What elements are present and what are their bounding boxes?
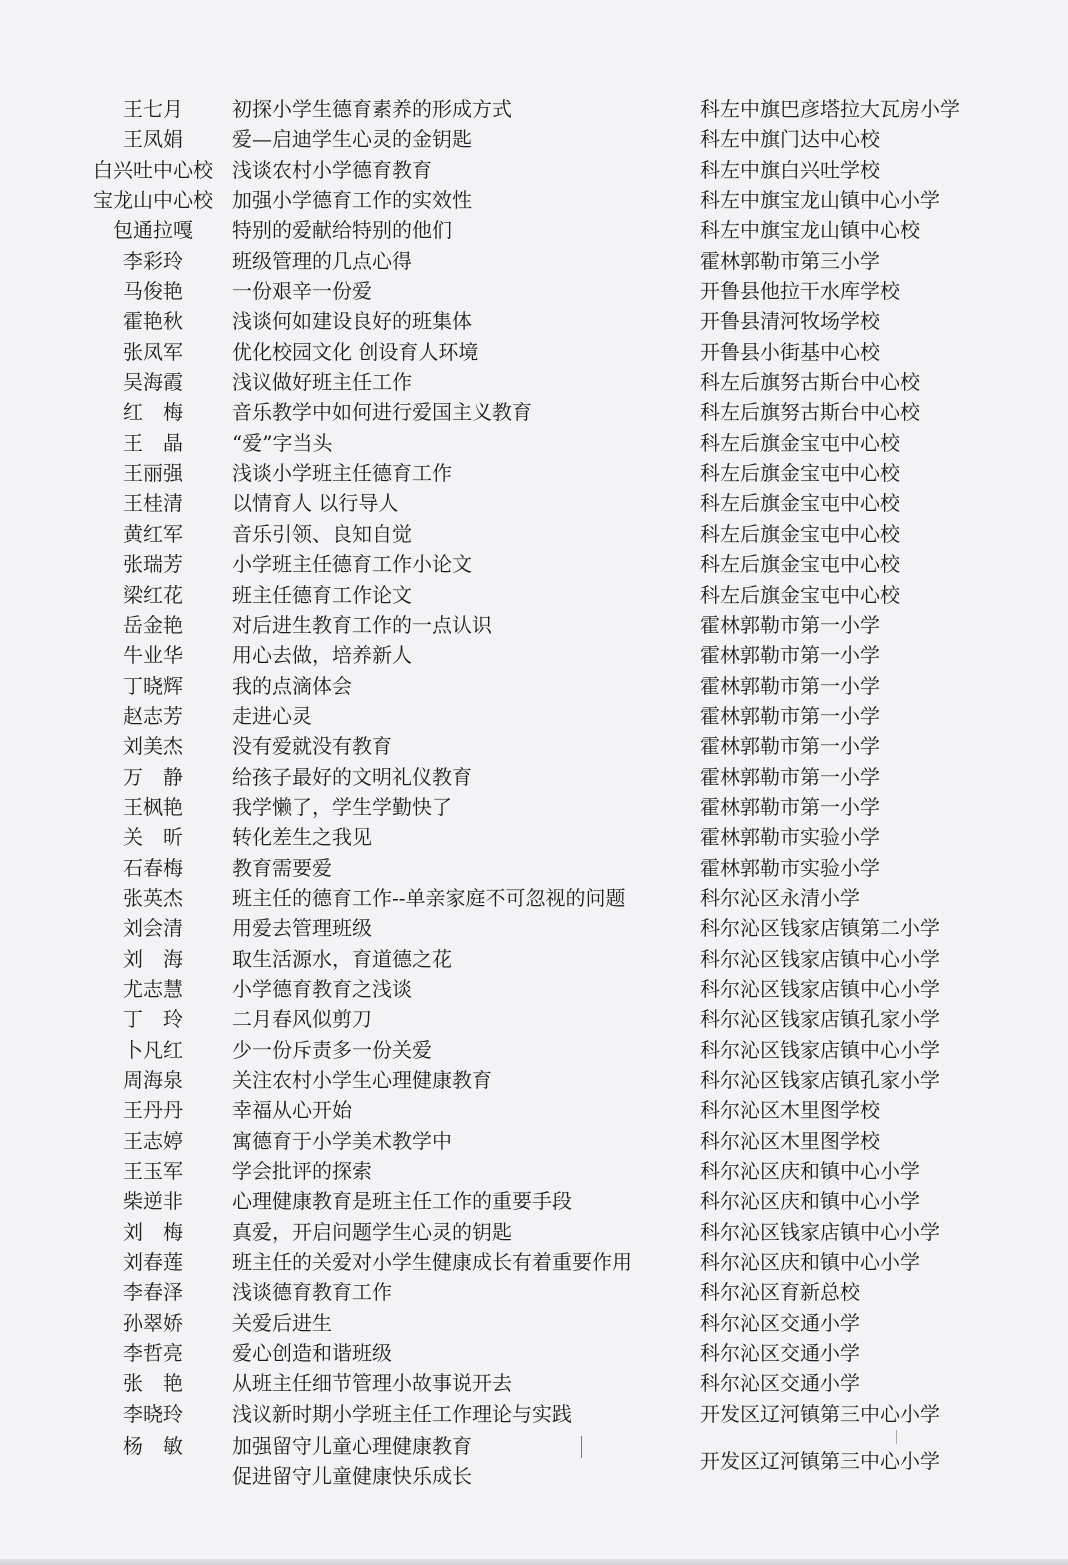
school-name: 科左中旗宝龙山镇中心校 — [700, 218, 920, 243]
school-name: 科左中旗白兴吐学校 — [700, 157, 880, 182]
paper-title: 初探小学生德育素养的形成方式 — [232, 97, 512, 121]
teacher-name: 刘会清 — [123, 916, 183, 941]
list-item — [0, 428, 1068, 458]
teacher-name: 王桂清 — [123, 491, 183, 516]
list-item — [0, 124, 1068, 154]
paper-title: 爱心创造和谐班级 — [232, 1341, 392, 1366]
school-name: 科尔沁区交通小学 — [700, 1310, 860, 1335]
list-item — [0, 1247, 1068, 1277]
school-name: 科尔沁区庆和镇中心小学 — [700, 1250, 920, 1275]
list-item — [0, 853, 1068, 883]
list-item — [0, 1004, 1068, 1034]
teacher-name: 红 梅 — [123, 400, 183, 425]
school-name: 科尔沁区永清小学 — [700, 885, 860, 910]
list-item — [0, 883, 1068, 913]
list-item — [0, 1431, 1068, 1495]
paper-title-line-2: 促进留守儿童健康快乐成长 — [232, 1464, 472, 1488]
teacher-name: 包通拉嘎 — [113, 218, 193, 243]
paper-title: 音乐教学中如何进行爱国主义教育 — [232, 400, 532, 425]
teacher-name: 尤志慧 — [123, 976, 183, 1001]
teacher-name: 张瑞芳 — [123, 552, 183, 577]
scan-mark — [581, 1436, 582, 1458]
school-name: 开发区辽河镇第三中心小学 — [700, 1449, 940, 1473]
school-name: 科尔沁区木里图学校 — [700, 1128, 880, 1153]
teacher-name: 马俊艳 — [123, 279, 183, 304]
school-name: 科左后旗努古斯台中心校 — [700, 400, 920, 425]
list-item — [0, 792, 1068, 822]
paper-title: 给孩子最好的文明礼仪教育 — [232, 764, 472, 789]
school-name: 霍林郭勒市实验小学 — [700, 855, 880, 880]
list-item — [0, 580, 1068, 610]
school-name: 霍林郭勒市第一小学 — [700, 643, 880, 668]
paper-title: 取生活源水，育道德之花 — [232, 946, 452, 971]
paper-title: 班级管理的几点心得 — [232, 248, 412, 273]
list-item — [0, 944, 1068, 974]
teacher-name: 黄红军 — [123, 521, 183, 546]
list-item — [0, 1186, 1068, 1216]
list-item — [0, 215, 1068, 245]
list-item — [0, 731, 1068, 761]
paper-title: 音乐引领、良知自觉 — [232, 521, 412, 546]
list-item — [0, 1338, 1068, 1368]
paper-title: 浅谈农村小学德育教育 — [232, 157, 432, 182]
school-name: 科尔沁区钱家店镇中心小学 — [700, 1037, 940, 1062]
teacher-name: 周海泉 — [123, 1068, 183, 1092]
school-name: 科左后旗金宝屯中心校 — [700, 461, 900, 486]
paper-title: 教育需要爱 — [232, 855, 332, 880]
list-item — [0, 822, 1068, 852]
list-item — [0, 549, 1068, 579]
school-name: 霍林郭勒市第一小学 — [700, 734, 880, 759]
teacher-name: 霍艳秋 — [123, 309, 183, 334]
school-name: 科左后旗金宝屯中心校 — [700, 430, 900, 455]
school-name: 科左中旗巴彦塔拉大瓦房小学 — [700, 97, 960, 121]
list-item — [0, 519, 1068, 549]
teacher-name: 王志婷 — [123, 1128, 183, 1153]
school-name: 科左后旗努古斯台中心校 — [700, 370, 920, 395]
teacher-name: 刘春莲 — [123, 1250, 183, 1275]
teacher-name: 王 晶 — [123, 430, 183, 455]
list-item — [0, 306, 1068, 336]
paper-title-line-1: 加强留守儿童心理健康教育 — [232, 1434, 472, 1458]
paper-title: 班主任德育工作论文 — [232, 582, 412, 607]
school-name: 霍林郭勒市第三小学 — [700, 248, 880, 273]
teacher-name: 卜凡红 — [123, 1037, 183, 1062]
school-name: 科左中旗宝龙山镇中心小学 — [700, 188, 940, 213]
teacher-name: 刘 梅 — [123, 1219, 183, 1244]
teacher-name: 刘 海 — [123, 946, 183, 971]
paper-title: 真爱，开启问题学生心灵的钥匙 — [232, 1219, 512, 1244]
teacher-name: 李春泽 — [123, 1280, 183, 1305]
scan-mark — [896, 1430, 897, 1444]
paper-title: 加强小学德育工作的实效性 — [232, 188, 472, 213]
teacher-name: 吴海霞 — [123, 370, 183, 395]
school-name: 科尔沁区庆和镇中心小学 — [700, 1159, 920, 1184]
school-name: 科左后旗金宝屯中心校 — [700, 582, 900, 607]
list-item — [0, 1277, 1068, 1307]
teacher-name: 关 昕 — [123, 825, 183, 850]
teacher-name: 李哲亮 — [123, 1341, 183, 1366]
paper-title: 班主任的关爱对小学生健康成长有着重要作用 — [232, 1250, 632, 1275]
paper-title: “爱”字当头 — [232, 430, 333, 455]
paper-title: 优化校园文化 创设育人环境 — [232, 339, 479, 364]
list-item — [0, 610, 1068, 640]
list-item — [0, 913, 1068, 943]
paper-title: 浅谈何如建设良好的班集体 — [232, 309, 472, 334]
paper-title: 关爱后进生 — [232, 1310, 332, 1335]
school-name: 开发区辽河镇第三中心小学 — [700, 1401, 940, 1426]
school-name: 霍林郭勒市第一小学 — [700, 703, 880, 728]
list-item — [0, 1035, 1068, 1065]
list-item — [0, 1308, 1068, 1338]
teacher-name: 柴逆非 — [123, 1189, 183, 1214]
list-item — [0, 367, 1068, 397]
list-item — [0, 1217, 1068, 1247]
teacher-name: 张凤军 — [123, 339, 183, 364]
teacher-name: 石春梅 — [123, 855, 183, 880]
school-name: 科尔沁区钱家店镇孔家小学 — [700, 1068, 940, 1092]
teacher-name: 岳金艳 — [123, 612, 183, 637]
school-name: 科左中旗门达中心校 — [700, 127, 880, 152]
school-name: 科尔沁区育新总校 — [700, 1280, 860, 1305]
teacher-name: 赵志芳 — [123, 703, 183, 728]
school-name: 科尔沁区钱家店镇中心小学 — [700, 976, 940, 1001]
school-name: 开鲁县他拉干水库学校 — [700, 279, 900, 304]
list-item — [0, 276, 1068, 306]
paper-title: 少一份斥责多一份关爱 — [232, 1037, 432, 1062]
school-name: 科左后旗金宝屯中心校 — [700, 552, 900, 577]
paper-title: 浅谈德育教育工作 — [232, 1280, 392, 1305]
paper-title: 爱—启迪学生心灵的金钥匙 — [232, 127, 472, 152]
school-name: 科尔沁区木里图学校 — [700, 1098, 880, 1123]
teacher-name: 丁 玲 — [123, 1007, 183, 1032]
teacher-name: 王丹丹 — [123, 1098, 183, 1123]
paper-title: 特别的爱献给特别的他们 — [232, 218, 452, 243]
paper-title: 学会批评的探索 — [232, 1159, 372, 1184]
teacher-name: 梁红花 — [123, 582, 183, 607]
list-item — [0, 337, 1068, 367]
list-item — [0, 155, 1068, 185]
paper-title: 关注农村小学生心理健康教育 — [232, 1068, 492, 1092]
school-name: 科尔沁区钱家店镇中心小学 — [700, 1219, 940, 1244]
list-item — [0, 1095, 1068, 1125]
school-name: 霍林郭勒市第一小学 — [700, 764, 880, 789]
school-name: 霍林郭勒市第一小学 — [700, 673, 880, 698]
paper-title: 浅谈小学班主任德育工作 — [232, 461, 452, 486]
teacher-name: 牛业华 — [123, 643, 183, 668]
paper-title: 以情育人 以行导人 — [232, 491, 399, 516]
list-item — [0, 1126, 1068, 1156]
list-item — [0, 762, 1068, 792]
paper-title: 从班主任细节管理小故事说开去 — [232, 1371, 512, 1396]
list-item — [0, 488, 1068, 518]
teacher-name: 万 静 — [123, 764, 183, 789]
paper-title: 浅议新时期小学班主任工作理论与实践 — [232, 1401, 572, 1426]
paper-title: 转化差生之我见 — [232, 825, 372, 850]
school-name: 科尔沁区钱家店镇中心小学 — [700, 946, 940, 971]
teacher-name: 王七月 — [123, 97, 183, 121]
teacher-name: 王枫艳 — [123, 794, 183, 819]
list-item — [0, 1065, 1068, 1095]
teacher-name: 张 艳 — [123, 1371, 183, 1396]
list-item — [0, 974, 1068, 1004]
school-name: 科左后旗金宝屯中心校 — [700, 521, 900, 546]
list-item — [0, 458, 1068, 488]
school-name: 霍林郭勒市第一小学 — [700, 794, 880, 819]
paper-title: 走进心灵 — [232, 703, 312, 728]
paper-title: 寓德育于小学美术教学中 — [232, 1128, 452, 1153]
paper-title: 我的点滴体会 — [232, 673, 352, 698]
teacher-name: 杨 敏 — [123, 1434, 183, 1458]
list-item — [0, 246, 1068, 276]
school-name: 科尔沁区庆和镇中心小学 — [700, 1189, 920, 1214]
teacher-name: 张英杰 — [123, 885, 183, 910]
list-item — [0, 185, 1068, 215]
paper-title — [232, 1431, 692, 1491]
paper-title: 一份艰辛一份爱 — [232, 279, 372, 304]
school-name: 霍林郭勒市第一小学 — [700, 612, 880, 637]
list-item — [0, 397, 1068, 427]
teacher-name: 王玉军 — [123, 1159, 183, 1184]
school-name: 开鲁县小街基中心校 — [700, 339, 880, 364]
list-item — [0, 701, 1068, 731]
page-bottom-edge — [0, 1559, 1068, 1565]
school-name: 科尔沁区钱家店镇孔家小学 — [700, 1007, 940, 1032]
teacher-name: 李晓玲 — [123, 1401, 183, 1426]
paper-title: 浅议做好班主任工作 — [232, 370, 412, 395]
school-name: 科尔沁区交通小学 — [700, 1341, 860, 1366]
school-name: 开鲁县清河牧场学校 — [700, 309, 880, 334]
paper-title: 没有爱就没有教育 — [232, 734, 392, 759]
paper-title: 二月春风似剪刀 — [232, 1007, 372, 1032]
list-item — [0, 94, 1068, 124]
teacher-name: 王丽强 — [123, 461, 183, 486]
list-item — [0, 1399, 1068, 1429]
paper-title: 用心去做，培养新人 — [232, 643, 412, 668]
teacher-name: 李彩玲 — [123, 248, 183, 273]
school-name: 霍林郭勒市实验小学 — [700, 825, 880, 850]
list-item — [0, 1156, 1068, 1186]
paper-title: 小学德育教育之浅谈 — [232, 976, 412, 1001]
teacher-name: 刘美杰 — [123, 734, 183, 759]
list-item — [0, 1368, 1068, 1398]
paper-title: 心理健康教育是班主任工作的重要手段 — [232, 1189, 572, 1214]
teacher-name: 孙翠娇 — [123, 1310, 183, 1335]
paper-title: 小学班主任德育工作小论文 — [232, 552, 472, 577]
paper-title: 班主任的德育工作--单亲家庭不可忽视的问题 — [232, 885, 626, 910]
teacher-name: 丁晓辉 — [123, 673, 183, 698]
paper-title: 用爱去管理班级 — [232, 916, 372, 941]
school-name: 科尔沁区交通小学 — [700, 1371, 860, 1396]
list-item — [0, 671, 1068, 701]
paper-title: 我学懒了，学生学勤快了 — [232, 794, 452, 819]
paper-title: 对后进生教育工作的一点认识 — [232, 612, 492, 637]
paper-title: 幸福从心开始 — [232, 1098, 352, 1123]
teacher-name: 宝龙山中心校 — [93, 188, 213, 213]
list-item — [0, 640, 1068, 670]
teacher-name: 白兴吐中心校 — [93, 157, 213, 182]
award-list — [0, 94, 1068, 1429]
teacher-name: 王凤娟 — [123, 127, 183, 152]
school-name: 科左后旗金宝屯中心校 — [700, 491, 900, 516]
school-name: 科尔沁区钱家店镇第二小学 — [700, 916, 940, 941]
